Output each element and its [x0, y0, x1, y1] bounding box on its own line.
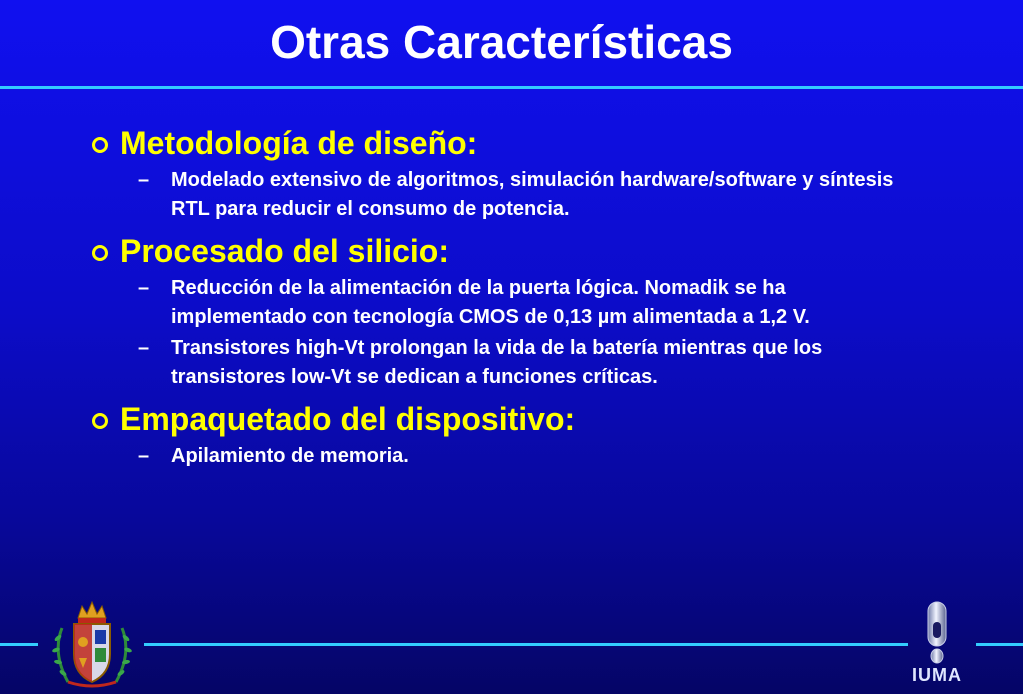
section-silicon-process — [92, 230, 922, 392]
list-item — [92, 442, 922, 471]
section-design-methodology — [92, 122, 922, 224]
section-heading — [92, 230, 922, 272]
section-heading-text: Metodología de diseño: — [120, 125, 478, 161]
list-item-text: Reducción de la alimentación de la puerta lógica. Nomadik se ha implementado con tecnología CMOS de 0,13 µm alimentada a 1,2 V. — [171, 277, 810, 328]
footer-divider — [0, 643, 38, 646]
iuma-logo-text: IUMA — [912, 665, 962, 685]
hollow-circle-icon — [92, 137, 108, 153]
section-heading-text: Procesado del silicio: — [120, 233, 449, 269]
iuma-logo-icon — [922, 600, 952, 664]
slide-content — [92, 122, 922, 477]
dash-bullet: – — [138, 169, 150, 191]
section-heading — [92, 398, 922, 440]
footer-divider — [144, 643, 908, 646]
section-heading — [92, 122, 922, 164]
list-item — [92, 166, 922, 224]
coat-of-arms-icon — [48, 598, 136, 690]
section-device-packaging — [92, 398, 922, 471]
list-item-text: Modelado extensivo de algoritmos, simulación hardware/software y síntesis RTL para reducir el consumo de potencia. — [171, 169, 894, 220]
dash-bullet: – — [138, 277, 150, 299]
list-item — [92, 274, 922, 332]
slide-title: Otras Características — [270, 16, 733, 68]
footer-divider — [976, 643, 1023, 646]
list-item-text: Apilamiento de memoria. — [171, 445, 409, 467]
dash-bullet: – — [138, 445, 150, 467]
dash-bullet: – — [138, 337, 150, 359]
list-item-text: Transistores high-Vt prolongan la vida de la batería mientras que los transistores low-Vt se dedican a funciones críticas. — [171, 337, 823, 388]
title-divider — [0, 86, 1023, 89]
hollow-circle-icon — [92, 413, 108, 429]
hollow-circle-icon — [92, 245, 108, 261]
section-heading-text: Empaquetado del dispositivo: — [120, 401, 576, 437]
list-item — [92, 334, 922, 392]
